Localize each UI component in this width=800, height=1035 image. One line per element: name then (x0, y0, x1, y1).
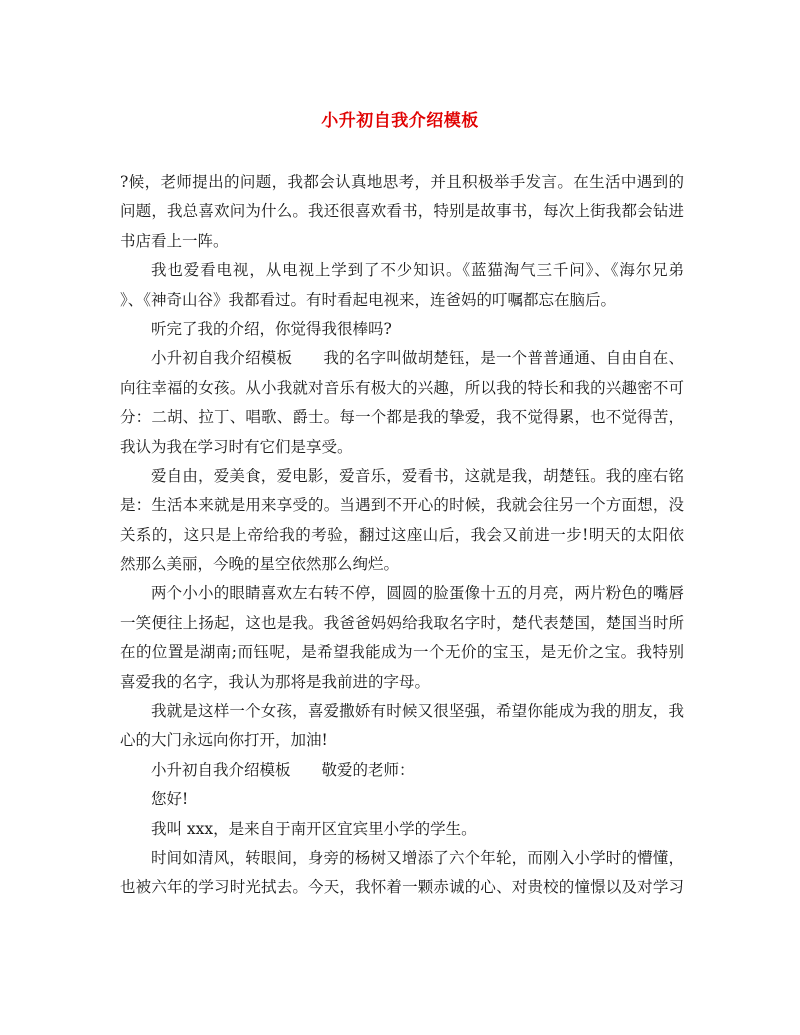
text-line: 听完了我的介绍，你觉得我很棒吗? (151, 319, 392, 338)
text-line: 关系的，这只是上帝给我的考验，翻过这座山后，我会又前进一步!明天的太阳依 (120, 525, 684, 544)
text-line: 两个小小的眼睛喜欢左右转不停，圆圆的脸蛋像十五的月亮，两片粉色的嘴唇 (151, 584, 684, 603)
text-line: 然那么美丽，今晚的星空依然那么绚烂。 (120, 555, 400, 574)
text-line: 一笑便往上扬起，这也是我。我爸爸妈妈给我取名字时，楚代表楚国，楚国当时所 (120, 613, 684, 632)
text-line: 爱自由，爱美食，爱电影，爱音乐，爱看书，这就是我，胡楚钰。我的座右铭 (151, 466, 684, 485)
text-line: 我认为我在学习时有它们是享受。 (120, 437, 353, 456)
text-line: 在的位置是湖南;而钰呢，是希望我能成为一个无价的宝玉，是无价之宝。我特别 (120, 643, 684, 662)
text-line: 您好! (151, 790, 189, 809)
text-line: 心的大门永远向你打开，加油! (120, 731, 328, 750)
text-line: 时间如清风，转眼间，身旁的杨树又增添了六个年轮，而刚入小学时的懵懂， (151, 848, 684, 867)
text-line: 书店看上一阵。 (120, 231, 229, 250)
text-line: 向往幸福的女孩。从小我就对音乐有极大的兴趣，所以我的特长和我的兴趣密不可 (120, 378, 684, 397)
text-line: 是：生活本来就是用来享受的。当遇到不开心的时候，我就会往另一个方面想，没 (120, 496, 684, 515)
text-line: 我就是这样一个女孩，喜爱撒娇有时候又很坚强，希望你能成为我的朋友，我 (151, 702, 684, 721)
text-line: 我叫 xxx，是来自于南开区宜宾里小学的学生。 (151, 819, 477, 838)
text-line: ?候，老师提出的问题，我都会认真地思考，并且积极举手发言。在生活中遇到的 (120, 173, 684, 191)
text-line: 问题，我总喜欢问为什么。我还很喜欢看书，特别是故事书，每次上街我都会钻进 (120, 202, 684, 221)
text-line: 喜爱我的名字，我认为那将是我前进的字母。 (120, 672, 431, 691)
text-line: 》、《神奇山谷》我都看过。有时看起电视来，连爸妈的叮嘱都忘在脑后。 (120, 290, 617, 309)
text-line: 我也爱看电视，从电视上学到了不少知识。《蓝猫淘气三千问》、《海尔兄弟 (151, 261, 684, 280)
text-line: 分：二胡、拉丁、唱歌、爵士。每一个都是我的挚爱，我不觉得累，也不觉得苦， (120, 408, 684, 427)
document-title: 小升初自我介绍模板 (321, 111, 479, 131)
document-body (120, 168, 684, 903)
text-line: 小升初自我介绍模板 我的名字叫做胡楚钰，是一个普普通通、自由自在、 (151, 349, 684, 368)
text-line: 小升初自我介绍模板 敬爱的老师： (151, 760, 415, 779)
text-line: 也被六年的学习时光拭去。今天，我怀着一颗赤诚的心、对贵校的憧憬以及对学习 (120, 878, 684, 897)
